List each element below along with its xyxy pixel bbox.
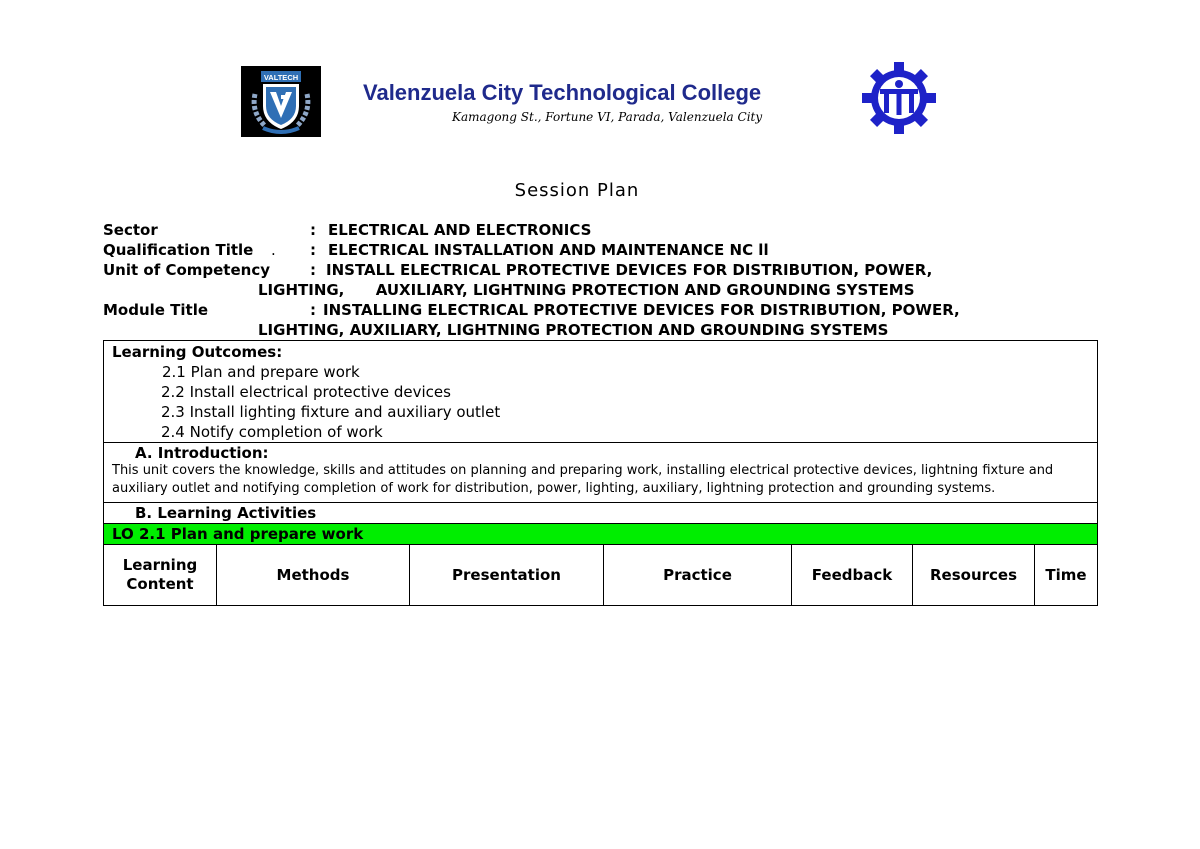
lo-2-1-bar: LO 2.1 Plan and prepare work [104, 524, 1097, 544]
activities-columns-box [103, 544, 1098, 606]
valtech-logo-text: VALTECH [263, 73, 299, 82]
qualification-value: ELECTRICAL INSTALLATION AND MAINTENANCE NC ll [328, 241, 769, 259]
learning-activities-heading: B. Learning Activities [135, 504, 317, 522]
unit-label: Unit of Competency [103, 261, 270, 279]
module-row: Module Title : INSTALLING ELECTRICAL PROTECTIVE DEVICES FOR DISTRIBUTION, POWER, [103, 301, 960, 319]
activities-header-row [104, 545, 1097, 605]
introduction-box [103, 442, 1098, 502]
column-header-presentation: Presentation [410, 545, 604, 605]
column-header-time: Time [1045, 565, 1087, 584]
column-header-methods: Methods [217, 545, 410, 605]
module-row-cont [103, 321, 1103, 341]
column-header-resources: Resources [913, 545, 1035, 605]
unit-row-cont [103, 281, 1103, 301]
column-header-practice: Practice [604, 545, 792, 605]
plan-metadata [103, 221, 1103, 341]
learning-outcome-item: 2.1 Plan and prepare work [162, 363, 360, 381]
learning-outcomes-box [103, 340, 1098, 442]
session-plan-table [103, 340, 1098, 606]
lo-bar-box [103, 523, 1098, 544]
learning-outcomes-heading: Learning Outcomes: [112, 343, 283, 361]
learning-outcome-item: 2.4 Notify completion of work [161, 423, 383, 441]
qualification-label: Qualification Title [103, 241, 254, 259]
module-label: Module Title [103, 301, 209, 319]
module-value-line2: LIGHTING, AUXILIARY, LIGHTNING PROTECTION AND GROUNDING SYSTEMS [258, 321, 889, 339]
unit-value-line2: LIGHTING, AUXILIARY, LIGHTNING PROTECTION AND GROUNDING SYSTEMS [258, 281, 915, 299]
sector-value: ELECTRICAL AND ELECTRONICS [328, 221, 592, 239]
sector-label: Sector [103, 221, 158, 239]
learning-activities-box [103, 502, 1098, 523]
introduction-body: This unit covers the knowledge, skills and attitudes on planning and preparing work, installing electrical protective devices, lightning fixture and auxiliary outlet and notifying completion of work for distribution, power, lighting, auxiliary, lightning protection and grounding systems. [112, 463, 1054, 496]
unit-value-line1: INSTALL ELECTRICAL PROTECTIVE DEVICES FOR DISTRIBUTION, POWER, [326, 261, 933, 279]
sector-row: Sector : ELECTRICAL AND ELECTRONICS [103, 221, 592, 239]
tesda-logo [862, 62, 936, 134]
introduction-heading: A. Introduction: [135, 444, 269, 462]
college-address: Kamagong St., Fortune VI, Parada, Valenzuela City [452, 110, 763, 124]
session-plan-title: Session Plan [514, 180, 640, 201]
learning-outcome-item: 2.3 Install lighting fixture and auxiliary outlet [161, 403, 501, 421]
column-header-learning-content: Learning Content [104, 545, 217, 605]
column-header-feedback: Feedback [792, 545, 913, 605]
qualification-row: Qualification Title . : ELECTRICAL INSTALLATION AND MAINTENANCE NC ll [103, 241, 769, 259]
valtech-logo [241, 66, 321, 137]
learning-outcome-item: 2.2 Install electrical protective devices [161, 383, 451, 401]
college-name: Valenzuela City Technological College [363, 80, 762, 105]
unit-row: Unit of Competency : INSTALL ELECTRICAL PROTECTIVE DEVICES FOR DISTRIBUTION, POWER, [103, 261, 933, 279]
module-value-line1: INSTALLING ELECTRICAL PROTECTIVE DEVICES FOR DISTRIBUTION, POWER, [323, 301, 960, 319]
